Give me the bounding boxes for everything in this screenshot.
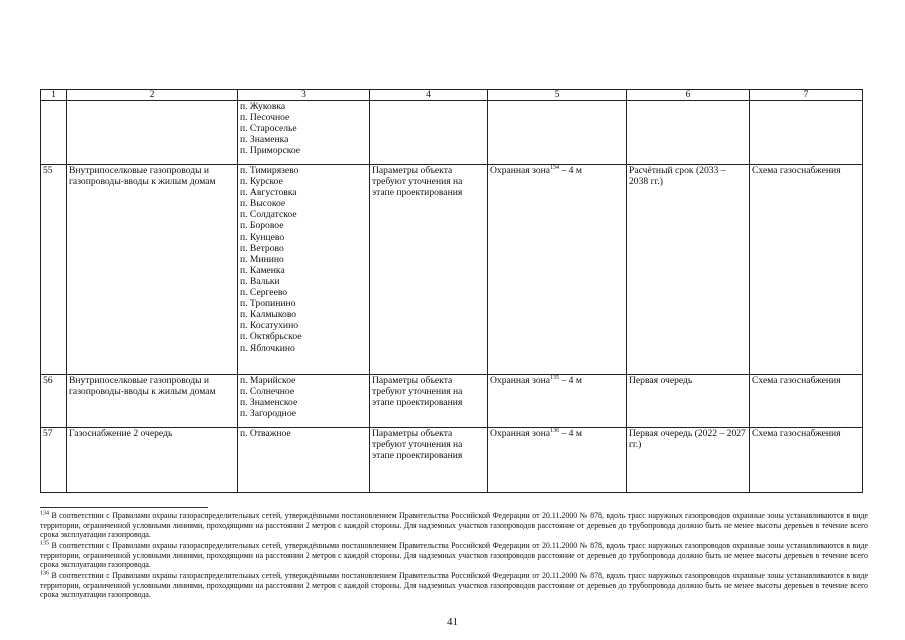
settlements-cell: [238, 101, 370, 165]
zone-label: Охранная зона: [490, 165, 551, 176]
objects-table: [40, 89, 863, 493]
settlement: п. Песочное: [240, 112, 290, 124]
settlements-cell: [238, 428, 370, 493]
footnote-ref: 136: [550, 427, 560, 434]
settlement: п. Вальки: [240, 275, 280, 287]
params-text: Параметры объекта требуют уточнения на этапе проектирования: [370, 165, 488, 375]
term-text: Первая очередь (2022 – 2027 гг.): [627, 428, 750, 493]
table-row: [41, 428, 863, 493]
source-text: Схема газоснабжения: [750, 165, 863, 375]
footnote-number: 135: [40, 540, 49, 547]
num-cell: [41, 101, 67, 165]
settlement: п. Яблочкино: [240, 342, 295, 354]
zone-cell: [488, 428, 627, 493]
header-cell: 1: [41, 90, 67, 101]
name-cell: [67, 101, 238, 165]
settlement: п. Загородное: [240, 408, 296, 420]
settlement: п. Знаменское: [240, 397, 298, 409]
source-text: Схема газоснабжения: [750, 375, 863, 428]
settlement: п. Знаменка: [240, 134, 289, 146]
header-cell: 6: [627, 90, 750, 101]
header-cell: 5: [488, 90, 627, 101]
settlement: п. Тропинино: [240, 298, 296, 310]
term-cell: [627, 101, 750, 165]
header-cell: 7: [750, 90, 863, 101]
footnote-number: 134: [40, 510, 49, 517]
header-cell: 3: [238, 90, 370, 101]
settlement: п. Минино: [240, 253, 284, 265]
zone-value: – 4 м: [559, 165, 582, 176]
footnote-text: В соответствии с Правилами охраны газораспределительных сетей, утверждёнными постановлением Правительства Российской Федерации от 20.11.2000 № 878, вдоль трасс наружных газопроводов охранные зоны устанавливаются в виде территории, ограниченной условными линиями, проходящими на расстоянии 2 метров с каждой стороны. Для надземных участков газопроводов расстояние от деревьев до трубопровода должно быть не менее высоты деревьев в течение всего срока эксплуатации газопровода.: [40, 541, 868, 569]
zone-label: Охранная зона: [490, 375, 551, 386]
row-number: 57: [41, 428, 67, 493]
settlement: п. Калмыково: [240, 309, 297, 321]
zone-cell: [488, 165, 627, 375]
footnote: [40, 571, 868, 600]
settlement: п. Каменка: [240, 264, 285, 276]
term-text: Первая очередь: [627, 375, 750, 428]
settlements-cell: [238, 375, 370, 428]
footnote-text: В соответствии с Правилами охраны газораспределительных сетей, утверждёнными постановлением Правительства Российской Федерации от 20.11.2000 № 878, вдоль трасс наружных газопроводов охранные зоны устанавливаются в виде территории, ограниченной условными линиями, проходящими на расстоянии 2 метров с каждой стороны. Для надземных участков газопроводов расстояние от деревьев до трубопровода должно быть не менее высоты деревьев в течение всего срока эксплуатации газопровода.: [40, 511, 868, 539]
table-row: [41, 375, 863, 428]
params-text: Параметры объекта требуют уточнения на этапе проектирования: [370, 428, 488, 493]
params-cell: [370, 101, 488, 165]
footnote: [40, 541, 868, 570]
table-row-continuation: [41, 101, 863, 165]
object-name: Внутрипоселковые газопроводы и газопроводы-вводы к жилым домам: [67, 375, 238, 428]
settlement: п. Октябрьское: [240, 331, 302, 343]
settlement: п. Тимирязево: [240, 165, 299, 176]
footnote: [40, 511, 868, 540]
settlement: п. Староселье: [240, 123, 297, 135]
term-text: Расчётный срок (2033 – 2038 гг.): [627, 165, 750, 375]
source-cell: [750, 101, 863, 165]
zone-label: Охранная зона: [490, 428, 551, 439]
settlement: п. Высокое: [240, 198, 286, 210]
object-name: Газоснабжение 2 очередь: [67, 428, 238, 493]
settlements-cell: [238, 165, 370, 375]
object-name: Внутрипоселковые газопроводы и газопроводы-вводы к жилым домам: [67, 165, 238, 375]
footnote-separator: [40, 507, 208, 508]
header-cell: 2: [67, 90, 238, 101]
settlement: п. Боровое: [240, 220, 284, 232]
table-row: [41, 165, 863, 375]
row-number: 55: [41, 165, 67, 375]
settlement: п. Ветрово: [240, 242, 284, 254]
settlement: п. Курское: [240, 176, 283, 188]
page-number: 41: [447, 616, 458, 628]
settlement: п. Солнечное: [240, 386, 295, 398]
settlement: п. Приморское: [240, 145, 301, 157]
settlement: п. Кунцево: [240, 231, 285, 243]
footnote-text: В соответствии с Правилами охраны газораспределительных сетей, утверждёнными постановлением Правительства Российской Федерации от 20.11.2000 № 878, вдоль трасс наружных газопроводов охранные зоны устанавливаются в виде территории, ограниченной условными линиями, проходящими на расстоянии 2 метров с каждой стороны. Для надземных участков газопроводов расстояние от деревьев до трубопровода должно быть не менее высоты деревьев в течение всего срока эксплуатации газопровода.: [40, 571, 868, 599]
zone-cell: [488, 101, 627, 165]
settlement: п. Марийское: [240, 375, 296, 386]
footnote-ref: 135: [550, 374, 560, 381]
settlement: п. Августовка: [240, 187, 297, 199]
footnote-number: 136: [40, 570, 49, 577]
settlement: п. Сергеево: [240, 287, 288, 299]
zone-value: – 4 м: [559, 375, 582, 386]
column-number-header: [41, 90, 863, 101]
settlement: п. Отважное: [240, 428, 291, 439]
params-text: Параметры объекта требуют уточнения на этапе проектирования: [370, 375, 488, 428]
header-cell: 4: [370, 90, 488, 101]
row-number: 56: [41, 375, 67, 428]
settlement: п. Жуковка: [240, 101, 286, 112]
settlement: п. Косатухино: [240, 320, 298, 332]
zone-cell: [488, 375, 627, 428]
settlement: п. Солдатское: [240, 209, 297, 221]
footnote-ref: 134: [550, 164, 560, 171]
footnotes: [40, 511, 868, 601]
source-text: Схема газоснабжения: [750, 428, 863, 493]
zone-value: – 4 м: [559, 428, 582, 439]
